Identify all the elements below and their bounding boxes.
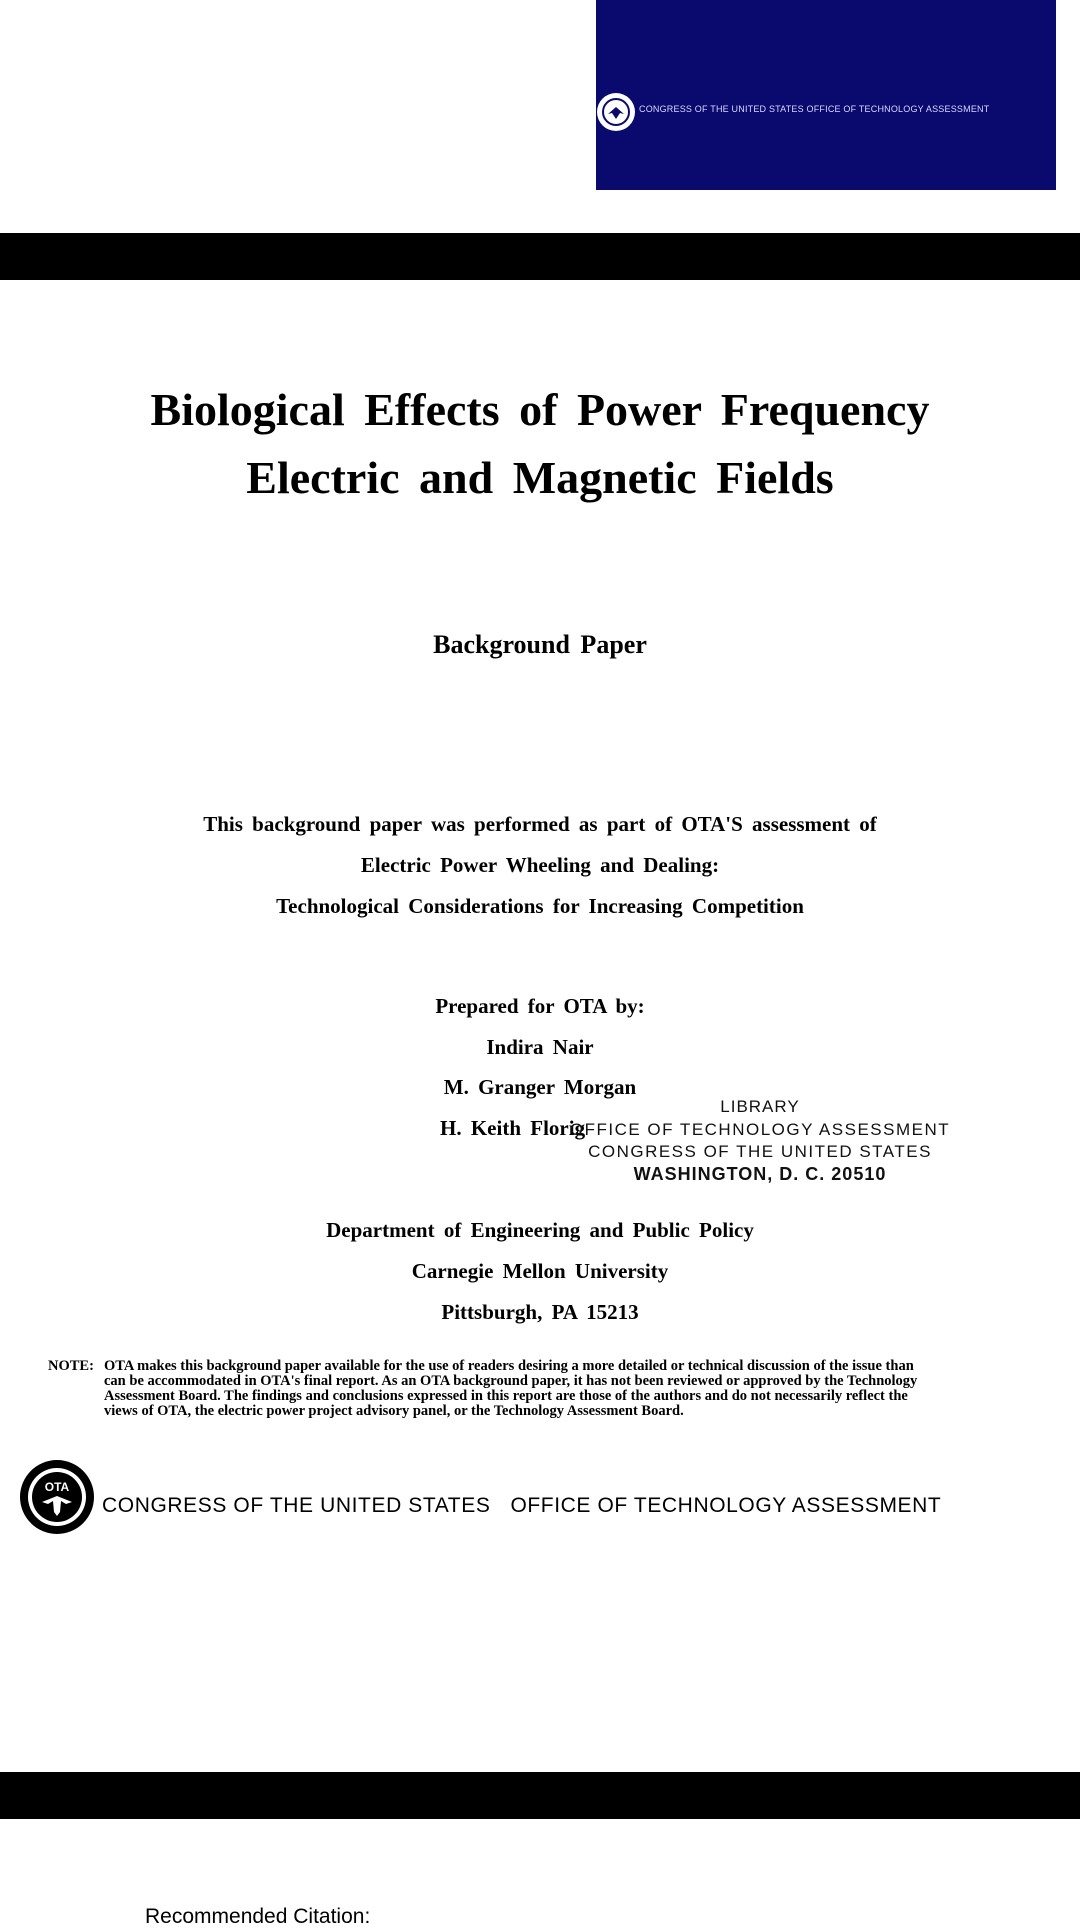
page-title bbox=[0, 376, 1080, 512]
ota-seal-icon bbox=[596, 92, 636, 137]
agency-banner bbox=[102, 1494, 941, 1518]
stamp-line: CONGRESS OF THE UNITED STATES bbox=[588, 1142, 932, 1161]
city-address: Pittsburgh, PA 15213 bbox=[441, 1300, 639, 1324]
title-line-1: Biological Effects of Power Frequency bbox=[150, 384, 930, 435]
note-label: NOTE: bbox=[48, 1358, 94, 1374]
seal-label: OTA bbox=[44, 1480, 70, 1494]
author-name: Indira Nair bbox=[486, 1035, 594, 1059]
author-name: M. Granger Morgan bbox=[443, 1075, 637, 1099]
citation-label: Recommended Citation: bbox=[145, 1905, 371, 1928]
banner-congress: CONGRESS OF THE UNITED STATES bbox=[102, 1494, 491, 1517]
author-name: H. Keith Florig bbox=[440, 1116, 586, 1140]
bottom-divider-bar bbox=[0, 1772, 1080, 1819]
assessment-line-3: Technological Considerations for Increasing Competition bbox=[276, 894, 804, 918]
university: Carnegie Mellon University bbox=[411, 1259, 669, 1283]
prepared-by-label: Prepared for OTA by: bbox=[435, 994, 645, 1018]
note-text: OTA makes this background paper available for the use of readers desiring a more detailed or technical discussion of the issue than can be accommodated in OTA's final report. As an OTA background paper, it has not been reviewed or approved by the Technology Assessment Board. The findings and conclusions expressed in this report are those of the authors and do not necessarily reflect the views of OTA, the electric power project advisory panel, or the Technology Assessment Board. bbox=[104, 1358, 918, 1419]
top-divider-bar bbox=[0, 233, 1080, 280]
cover-thumbnail-text: CONGRESS OF THE UNITED STATES OFFICE OF TECHNOLOGY ASSESSMENT bbox=[639, 104, 990, 114]
stamp-line: LIBRARY bbox=[720, 1097, 800, 1116]
department: Department of Engineering and Public Policy bbox=[326, 1218, 754, 1242]
assessment-line-1: This background paper was performed as part of OTA'S assessment of bbox=[203, 812, 877, 836]
assessment-line-2: Electric Power Wheeling and Dealing: bbox=[360, 853, 720, 877]
subtitle: Background Paper bbox=[433, 630, 647, 659]
banner-office: OFFICE OF TECHNOLOGY ASSESSMENT bbox=[510, 1494, 942, 1517]
disclaimer-note bbox=[48, 1359, 928, 1419]
stamp-line: WASHINGTON, D. C. 20510 bbox=[633, 1164, 887, 1184]
stamp-line: OFFICE OF TECHNOLOGY ASSESSMENT bbox=[569, 1120, 951, 1139]
title-line-2: Electric and Magnetic Fields bbox=[246, 452, 834, 503]
eagle-icon bbox=[20, 1460, 94, 1534]
cover-thumbnail bbox=[596, 0, 1056, 190]
ota-seal bbox=[20, 1460, 94, 1534]
